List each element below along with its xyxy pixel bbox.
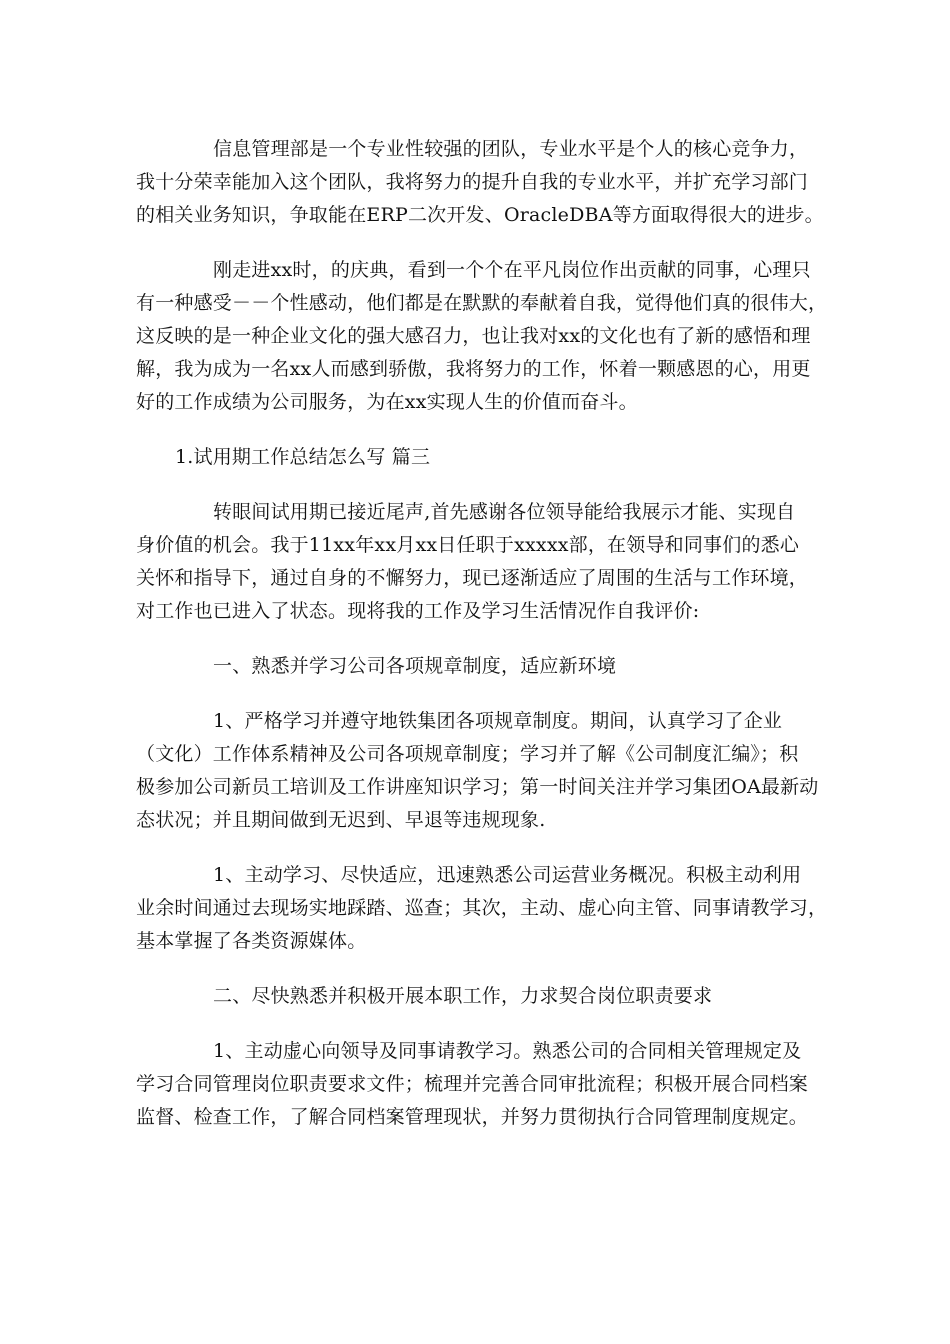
paragraph-line: 解，我为成为一名xx人而感到骄傲，我将努力的工作，怀着一颗感恩的心，用更 xyxy=(136,358,811,380)
paragraph-line: 对工作也已进入了状态。现将我的工作及学习生活情况作自我评价: xyxy=(136,600,700,622)
paragraph-line: 学习合同管理岗位职责要求文件；梳理并完善合同审批流程；积极开展合同档案 xyxy=(136,1073,809,1095)
paragraph-line: 监督、检查工作，了解合同档案管理现状，并努力贯彻执行合同管理制度规定。 xyxy=(136,1106,809,1128)
paragraph-line: （文化）工作体系精神及公司各项规章制度；学习并了解《公司制度汇编》；积 xyxy=(136,743,799,765)
paragraph-line: 1、主动虚心向领导及同事请教学习。熟悉公司的合同相关管理规定及 xyxy=(213,1040,802,1062)
paragraph-line: 1、严格学习并遵守地铁集团各项规章制度。期间，认真学习了企业 xyxy=(213,710,783,732)
paragraph-line: 刚走进xx时，的庆典，看到一个个在平凡岗位作出贡献的同事，心理只 xyxy=(213,259,811,281)
paragraph-line: 基本掌握了各类资源媒体。 xyxy=(136,930,367,952)
paragraph-line: 好的工作成绩为公司服务，为在xx实现人生的价值而奋斗。 xyxy=(136,391,638,413)
paragraph-line: 关怀和指导下，通过自身的不懈努力，现已逐渐适应了周围的生活与工作环境， xyxy=(136,567,809,589)
paragraph-line: 转眼间试用期已接近尾声,首先感谢各位领导能给我展示才能、实现自 xyxy=(213,501,796,523)
section-heading: 1.试用期工作总结怎么写 篇三 xyxy=(175,446,431,468)
paragraph-line: 业余时间通过去现场实地踩踏、巡查；其次，主动、虚心向主管、同事请教学习， xyxy=(136,897,828,919)
paragraph-line: 极参加公司新员工培训及工作讲座知识学习；第一时间关注并学习集团OA最新动 xyxy=(136,776,819,798)
paragraph-line: 这反映的是一种企业文化的强大感召力，也让我对xx的文化也有了新的感悟和理 xyxy=(136,325,811,347)
paragraph-line: 1、主动学习、尽快适应，迅速熟悉公司运营业务概况。积极主动利用 xyxy=(213,864,802,886)
subheading: 二、尽快熟悉并积极开展本职工作，力求契合岗位职责要求 xyxy=(213,985,713,1007)
subheading: 一、熟悉并学习公司各项规章制度，适应新环境 xyxy=(213,655,617,677)
paragraph-line: 身价值的机会。我于11xx年xx月xx日任职于xxxxx部，在领导和同事们的悉心 xyxy=(136,534,800,556)
paragraph-line: 态状况；并且期间做到无迟到、早退等违规现象. xyxy=(136,809,546,831)
paragraph-line: 有一种感受－－个性感动，他们都是在默默的奉献着自我，觉得他们真的很伟大， xyxy=(136,292,828,314)
paragraph-line: 信息管理部是一个专业性较强的团队，专业水平是个人的核心竞争力， xyxy=(213,138,809,160)
paragraph-line: 我十分荣幸能加入这个团队，我将努力的提升自我的专业水平，并扩充学习部门 xyxy=(136,171,809,193)
paragraph-line: 的相关业务知识，争取能在ERP二次开发、OracleDBA等方面取得很大的进步。 xyxy=(136,204,824,226)
